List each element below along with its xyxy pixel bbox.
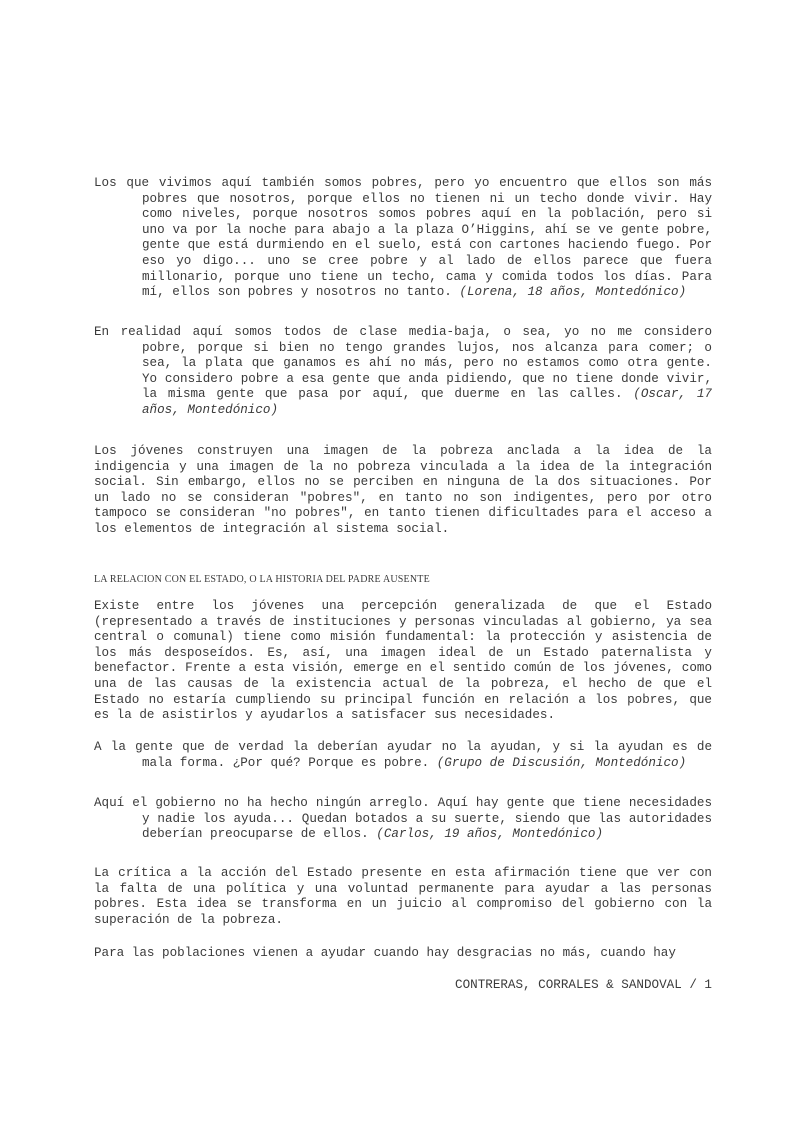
quote-carlos [94, 796, 712, 843]
body-paragraph: Para las poblaciones vienen a ayudar cuando hay desgracias no más, cuando hay [94, 946, 676, 960]
quote-citation: (Carlos, 19 años, Montedónico) [376, 827, 604, 842]
quote-text: A la gente que de verdad la deberían ayudar no la ayudan, y si la ayudan es de mala forma. ¿Por qué? Porque es pobre. [94, 740, 712, 770]
quote-lorena [94, 176, 712, 301]
quote-oscar [94, 325, 712, 419]
body-paragraph: Los jóvenes construyen una imagen de la pobreza anclada a la idea de la indigencia y una imagen de la no pobreza vinculada a la idea de la integración social. Sin embargo, ellos no se perciben en ninguna de la dos situaciones. Por un lado no se consideran "pobres", en tanto no son indigentes, pero por otro tampoco se consideran "no pobres", en tanto tienen dificultades para el acceso a los elementos de integración al sistema social. [94, 444, 712, 536]
page-footer: CONTRERAS, CORRALES & SANDOVAL / 1 [455, 978, 712, 992]
quote-text: En realidad aquí somos todos de clase media-baja, o sea, yo no me considero pobre, porque si bien no tengo grandes lujos, nos alcanza para comer; o sea, la plata que ganamos es ahí no más, pero no estamos como otra gente. Yo considero pobre a esa gente que anda pidiendo, que no tiene donde vivir, la misma gente que pasa por aquí, que duerme en las calles. [94, 325, 712, 402]
quote-grupo [94, 740, 712, 771]
quote-text: Los que vivimos aquí también somos pobres, pero yo encuentro que ellos son más pobres que nosotros, porque ellos no tienen ni un techo donde vivir. Hay como niveles, porque nosotros somos pobres aquí en la población, pero si uno va por la noche para abajo a la plaza O’Higgins, ahí se ve gente pobre, gente que está durmiendo en el suelo, está con cartones haciendo fuego. Por eso yo digo... uno se cree pobre y al lado de ellos parece que fuera millonario, porque uno tiene un techo, cama y comida todos los días. Para mí, ellos son pobres y nosotros no tanto. [94, 176, 712, 300]
quote-text: Aquí el gobierno no ha hecho ningún arreglo. Aquí hay gente que tiene necesidades y nadie los ayuda... Quedan botados a su suerte, siendo que las autoridades deberían preocuparse de ellos. [94, 796, 712, 842]
quote-citation: (Grupo de Discusión, Montedónico) [436, 755, 687, 770]
quote-citation: (Oscar, 17 años, Montedónico) [142, 387, 712, 417]
body-paragraph: La crítica a la acción del Estado presente en esta afirmación tiene que ver con la falta de una política y una voluntad permanente para ayudar a las personas pobres. Esta idea se transforma en un juicio al compromiso del gobierno con la superación de la pobreza. [94, 866, 712, 927]
body-paragraph: Existe entre los jóvenes una percepción generalizada de que el Estado (representado a través de instituciones y personas vinculadas al gobierno, ya sea central o comunal) tiene como misión fundamental: la protección y asistencia de los más desposeídos. Es, así, una imagen ideal de un Estado paternalista y benefactor. Frente a esta visión, emerge en el sentido común de los jóvenes, como una de las causas de la existencia actual de la pobreza, el hecho de que el Estado no estaría cumpliendo su principal función en relación a los pobres, que es la de asistirlos y ayudarlos a satisfacer sus necesidades. [94, 599, 712, 723]
section-heading: LA RELACION CON EL ESTADO, O LA HISTORIA DEL PADRE AUSENTE [94, 574, 430, 585]
quote-citation: (Lorena, 18 años, Montedónico) [459, 285, 687, 300]
